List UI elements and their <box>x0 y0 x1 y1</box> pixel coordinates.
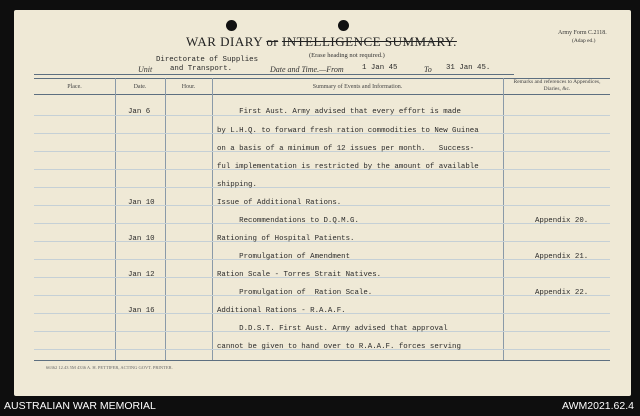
title-or: or <box>266 34 279 49</box>
date-to: 31 Jan 45. <box>446 64 491 72</box>
row-text: First Aust. Army advised that every effort is made <box>217 108 461 116</box>
row-text: cannot be given to hand over to R.A.A.F. forces serving <box>217 343 461 351</box>
col-line-hour <box>165 78 166 360</box>
row-text: by L.H.Q. to forward fresh ration commodities to New Guinea <box>217 127 479 135</box>
row-text: shipping. <box>217 181 257 189</box>
col-header-place: Place. <box>67 84 82 90</box>
date-time-label: Date and Time.—From <box>270 65 344 74</box>
unit-value-line1: Directorate of Supplies <box>156 56 259 64</box>
footer-institution: AUSTRALIAN WAR MEMORIAL <box>4 400 156 412</box>
row-text: D.D.S.T. First Aust. Army advised that approval <box>217 325 448 333</box>
unit-label: Unit <box>138 65 153 74</box>
table-header-rule <box>34 94 610 95</box>
row-date: Jan 10 <box>128 199 155 207</box>
row-text: ful implementation is restricted by the amount of available <box>217 163 479 171</box>
row-text: Promulgation of Ration Scale. <box>217 289 373 297</box>
row-date: Jan 10 <box>128 235 155 243</box>
unit-value-line2: and Transport. <box>170 65 233 73</box>
erase-note: (Erase heading not required.) <box>309 52 385 59</box>
footer-accession-number: AWM2021.62.4 <box>562 400 634 412</box>
row-remark: Appendix 20. <box>535 217 589 225</box>
form-title <box>186 34 457 50</box>
row-date: Jan 16 <box>128 307 155 315</box>
row-remark: Appendix 22. <box>535 289 589 297</box>
col-header-hour: Hour. <box>181 84 196 90</box>
row-text: Additional Rations - R.A.A.F. <box>217 307 346 315</box>
row-text: on a basis of a minimum of 12 issues per month. Success- <box>217 145 475 153</box>
row-text: Rationing of Hospital Patients. <box>217 235 355 243</box>
army-form-sub: (Adap ed.) <box>572 38 596 44</box>
printer-imprint: 66362 12.43 5M 4336 A. H. PETTIFER, ACTING GOVT. PRINTER. <box>46 365 173 370</box>
punch-hole-right <box>338 20 349 31</box>
table-bottom-rule <box>34 360 610 361</box>
col-line-summary <box>212 78 213 360</box>
unit-underline <box>34 74 514 75</box>
footer-bar <box>0 396 640 416</box>
to-label: To <box>424 65 432 74</box>
row-date: Jan 6 <box>128 108 151 116</box>
col-line-remarks <box>503 78 504 360</box>
row-rule <box>34 187 610 188</box>
title-main: WAR DIARY <box>186 34 263 49</box>
col-header-date: Date. <box>133 84 147 90</box>
row-text: Ration Scale - Torres Strait Natives. <box>217 271 382 279</box>
army-form-label: Army Form C.2118. <box>558 30 607 36</box>
col-line-date <box>115 78 116 360</box>
row-text: Promulgation of Amendment <box>217 253 351 261</box>
row-text: Recommendations to D.Q.M.G. <box>217 217 359 225</box>
col-header-remarks: Remarks and references to Appendices, Diaries, &c. <box>513 79 601 92</box>
row-text: Issue of Additional Rations. <box>217 199 342 207</box>
punch-hole-left <box>226 20 237 31</box>
row-date: Jan 12 <box>128 271 155 279</box>
title-struck: INTELLIGENCE SUMMARY. <box>281 34 457 49</box>
date-from: 1 Jan 45 <box>362 64 398 72</box>
row-remark: Appendix 21. <box>535 253 589 261</box>
col-header-summary: Summary of Events and Information. <box>312 84 403 90</box>
war-diary-page <box>14 10 631 396</box>
